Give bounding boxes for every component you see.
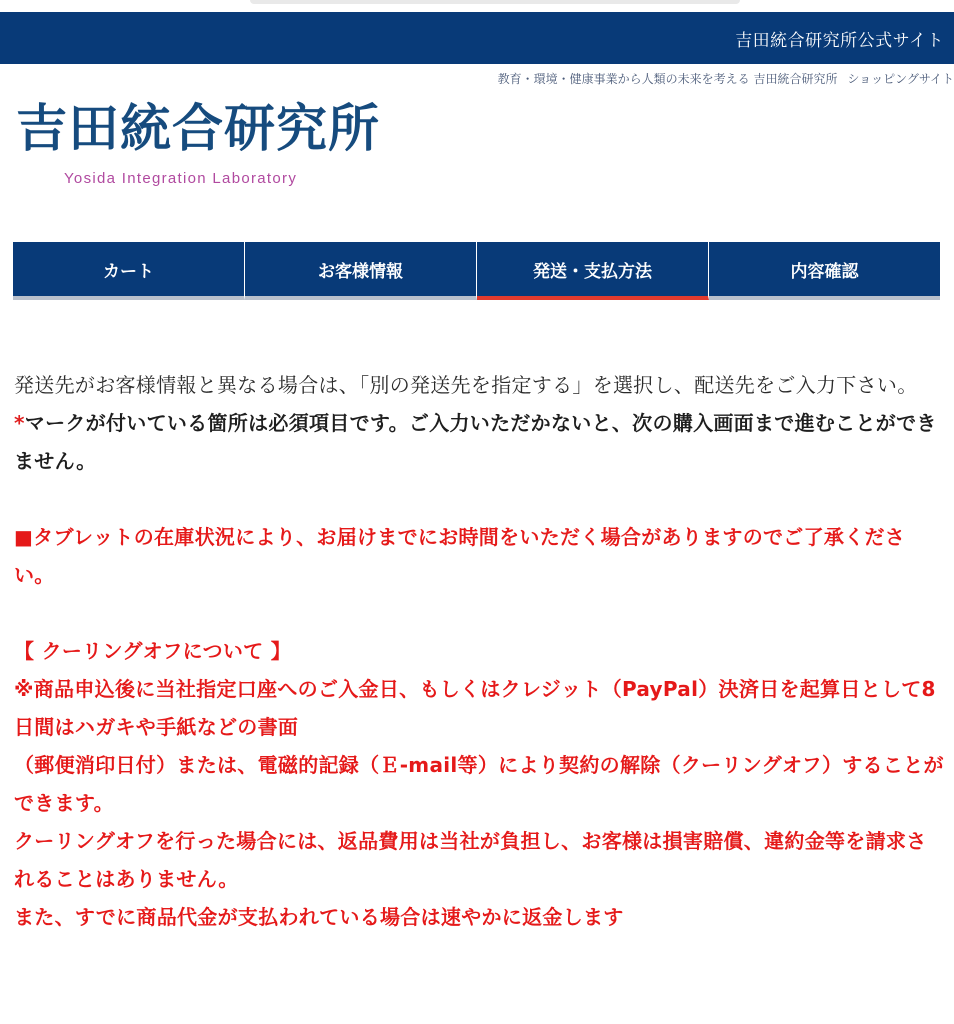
cooling-off-text-4: また、すでに商品代金が支払われている場合は速やかに返金します	[14, 905, 624, 929]
intro-text: 発送先がお客様情報と異なる場合は、「別の発送先を指定する」を選択し、配送先をご入力下さい。	[14, 373, 918, 397]
official-site-link[interactable]: 吉田統合研究所公式サイト	[735, 31, 944, 51]
tagline-link[interactable]: 教育・環境・健康事業から人類の未来を考える 吉田統合研究所	[497, 72, 838, 86]
required-note	[14, 404, 944, 480]
stock-notice: ■タブレットの在庫状況により、お届けまでにお時間をいただく場合がありますのでご了承ください。	[14, 525, 906, 587]
cooling-off-text-1: ※商品申込後に当社指定口座へのご入金日、もしくはクレジット（PayPal）決済日を起算日として8日間はハガキや手紙などの書面	[14, 677, 936, 739]
main-content	[14, 366, 944, 936]
top-strip	[0, 0, 954, 12]
shopping-site-link[interactable]: ショッピングサイト	[847, 72, 954, 86]
logo-subtitle: Yosida Integration Laboratory	[64, 170, 298, 187]
step-customer-info[interactable]: お客様情報	[245, 242, 477, 300]
cooling-off-title: 【 クーリングオフについて 】	[14, 639, 292, 663]
browser-handle	[250, 0, 740, 4]
logo-title: 吉田統合研究所	[16, 100, 381, 159]
step-confirmation[interactable]: 内容確認	[709, 242, 940, 300]
checkout-steps	[13, 242, 940, 300]
site-logo[interactable]	[16, 100, 380, 187]
sub-navigation	[492, 70, 954, 87]
cooling-off-text-2: （郵便消印日付）または、電磁的記録（Ｅ-mail等）により契約の解除（クーリングオフ）することができます。	[14, 753, 944, 815]
spacer	[14, 594, 944, 632]
spacer	[14, 480, 944, 518]
step-shipping-payment[interactable]: 発送・支払方法	[477, 242, 709, 300]
required-asterisk: *	[14, 411, 25, 435]
top-bar	[0, 12, 954, 64]
required-note-text: マークが付いている箇所は必須項目です。ご入力いただかないと、次の購入画面まで進むことができません。	[14, 411, 937, 473]
cooling-off-text-3: クーリングオフを行った場合には、返品費用は当社が負担し、お客様は損害賠償、違約金等を請求されることはありません。	[14, 829, 927, 891]
step-cart[interactable]: カート	[13, 242, 245, 300]
